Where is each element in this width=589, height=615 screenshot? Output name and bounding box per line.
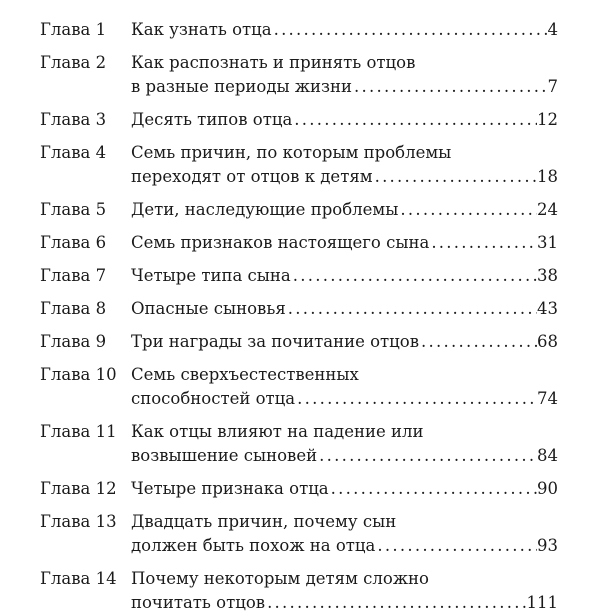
chapter-title-line: должен быть похож на отца [131,536,376,555]
chapter-title-line: Почему некоторым детям сложно [131,569,429,588]
toc-entry [0,141,589,189]
page-number: 12 [537,110,558,129]
dot-leader [272,18,548,42]
toc-entry [0,297,589,321]
chapter-number: Глава 7 [40,266,107,285]
page-number: 111 [526,593,558,612]
chapter-title-last-line [131,75,558,99]
chapter-title-line: Четыре признака отца [131,479,329,498]
chapter-title-block [131,108,558,132]
chapter-title-last-line [131,108,558,132]
dot-leader [329,477,537,501]
chapter-number: Глава 10 [40,365,117,384]
chapter-title-line: Как узнать отца [131,20,272,39]
chapter-title-line: Двадцать причин, почему сын [131,512,397,531]
chapter-title-line: Десять типов отца [131,110,293,129]
chapter-title-last-line [131,165,558,189]
chapter-title-block [131,264,558,288]
chapter-title-block [131,420,558,468]
chapter-number: Глава 6 [40,233,107,252]
chapter-title-block [131,297,558,321]
page-number: 7 [547,77,558,96]
page-number: 93 [537,536,558,555]
toc-entry [0,18,589,42]
chapter-title-block [131,510,558,558]
chapter-title-last-line [131,231,558,255]
chapter-title-line: Три награды за почитание отцов [131,332,420,351]
dot-leader [286,297,537,321]
chapter-title-block [131,363,558,411]
dot-leader [292,108,537,132]
toc-entry [0,231,589,255]
page-number: 38 [537,266,558,285]
page-number: 43 [537,299,558,318]
chapter-title-last-line [131,534,558,558]
chapter-title-line: Как отцы влияют на падение или [131,422,424,441]
chapter-title-line: возвышение сыновей [131,446,318,465]
chapter-title-last-line [131,330,558,354]
chapter-title-line: Опасные сыновья [131,299,286,318]
chapter-title-block [131,231,558,255]
toc-entry [0,510,589,558]
chapter-number: Глава 3 [40,110,107,129]
chapter-title-last-line [131,591,558,615]
dot-leader [398,198,537,222]
page-number: 18 [537,167,558,186]
toc-entry [0,567,589,615]
toc-entry [0,477,589,501]
chapter-title-line: Как распознать и принять отцов [131,53,416,72]
chapter-title-line: Семь признаков настоящего сына [131,233,430,252]
page-number: 31 [537,233,558,252]
chapter-title-block [131,18,558,42]
dot-leader [265,591,526,615]
toc-entry [0,420,589,468]
dot-leader [429,231,537,255]
chapter-title-line: почитать отцов [131,593,266,612]
chapter-title-block [131,477,558,501]
chapter-title-line: Семь причин, по которым проблемы [131,143,452,162]
chapter-title-line: Семь сверхъестественных [131,365,359,384]
page-number: 68 [537,332,558,351]
chapter-title-last-line [131,477,558,501]
chapter-title-last-line [131,297,558,321]
chapter-title-block [131,141,558,189]
dot-leader [317,444,537,468]
dot-leader [419,330,537,354]
chapter-title-last-line [131,18,558,42]
chapter-title-block [131,198,558,222]
chapter-title-block [131,51,558,99]
dot-leader [295,387,537,411]
chapter-title-block [131,330,558,354]
page-number: 24 [537,200,558,219]
dot-leader [375,534,537,558]
chapter-title-line: Четыре типа сына [131,266,291,285]
chapter-number: Глава 9 [40,332,107,351]
toc-entry [0,264,589,288]
chapter-title-line: в разные периоды жизни [131,77,353,96]
table-of-contents [0,18,589,615]
toc-entry [0,330,589,354]
chapter-number: Глава 11 [40,422,117,441]
dot-leader [291,264,537,288]
chapter-title-line: Дети, наследующие проблемы [131,200,399,219]
chapter-title-last-line [131,387,558,411]
dot-leader [352,75,547,99]
chapter-number: Глава 2 [40,53,107,72]
page-number: 90 [537,479,558,498]
chapter-number: Глава 13 [40,512,117,531]
chapter-title-last-line [131,444,558,468]
toc-entry [0,198,589,222]
chapter-number: Глава 12 [40,479,117,498]
page-number: 74 [537,389,558,408]
chapter-number: Глава 5 [40,200,107,219]
page-number: 84 [537,446,558,465]
chapter-number: Глава 4 [40,143,107,162]
chapter-title-last-line [131,198,558,222]
chapter-title-block [131,567,558,615]
toc-entry [0,51,589,99]
page-number: 4 [547,20,558,39]
toc-entry [0,363,589,411]
chapter-title-line: переходят от отцов к детям [131,167,373,186]
chapter-number: Глава 8 [40,299,107,318]
chapter-number: Глава 1 [40,20,107,39]
chapter-title-last-line [131,264,558,288]
dot-leader [373,165,537,189]
chapter-number: Глава 14 [40,569,117,588]
toc-entry [0,108,589,132]
chapter-title-line: способностей отца [131,389,296,408]
